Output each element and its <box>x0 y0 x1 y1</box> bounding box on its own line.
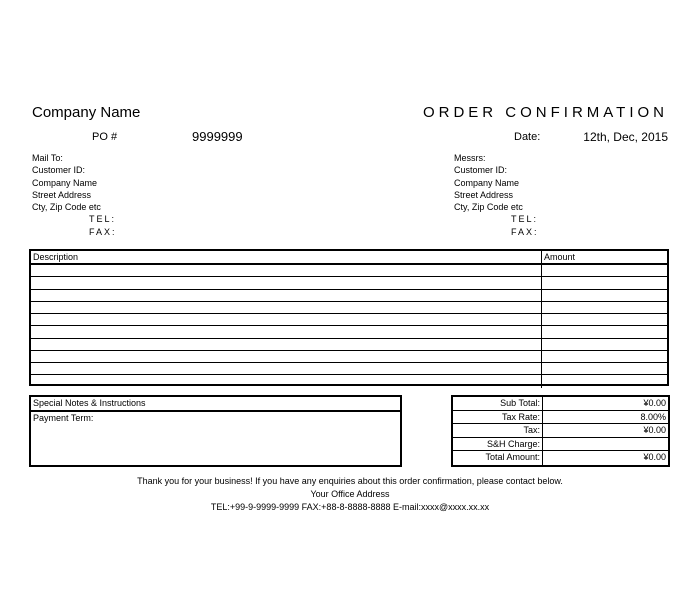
messrs-label: Messrs: <box>454 153 486 163</box>
items-table-header <box>31 251 667 265</box>
item-amount-cell <box>542 339 667 350</box>
total-label: Tax: <box>453 424 543 437</box>
item-row <box>31 351 667 363</box>
document-title: ORDER CONFIRMATION <box>422 104 668 121</box>
item-row <box>31 277 667 289</box>
item-row <box>31 363 667 375</box>
messrs-block <box>454 152 539 238</box>
sub-total-row <box>453 397 668 411</box>
company-name-line: Company Name <box>32 177 98 188</box>
item-amount-cell <box>542 314 667 325</box>
item-amount-cell <box>542 375 667 387</box>
total-label: Tax Rate: <box>453 411 543 424</box>
company-name: Company Name <box>32 104 141 121</box>
city-zip-line: Cty, Zip Code etc <box>32 202 101 213</box>
street-address-line: Street Address <box>454 189 514 200</box>
totals-table <box>451 395 670 467</box>
item-description-cell <box>31 339 542 350</box>
payment-term-label: Payment Term: <box>33 413 94 423</box>
tel-label: TEL: <box>89 214 117 225</box>
item-description-cell <box>31 265 542 276</box>
sh-charge-row <box>453 438 668 452</box>
footer-thanks: Thank you for your business! If you have any enquiries about this order confirmation, please contact below. <box>137 476 563 486</box>
total-amount-row <box>453 451 668 465</box>
mail-to-label: Mail To: <box>32 153 63 163</box>
item-description-cell <box>31 277 542 288</box>
total-label: Sub Total: <box>453 397 543 410</box>
total-value: ¥0.00 <box>643 452 666 463</box>
total-label: S&H Charge: <box>453 438 543 451</box>
footer-contact: TEL:+99-9-9999-9999 FAX:+88-8-8888-8888 E-mail:xxxx@xxxx.xx.xx <box>210 502 490 512</box>
item-description-cell <box>31 375 542 387</box>
item-amount-cell <box>542 363 667 374</box>
item-row <box>31 339 667 351</box>
description-column-header: Description <box>31 251 542 263</box>
item-description-cell <box>31 290 542 301</box>
items-table <box>29 249 669 386</box>
total-label: Total Amount: <box>453 451 543 465</box>
item-row <box>31 290 667 302</box>
item-row <box>31 375 667 387</box>
street-address-line: Street Address <box>32 189 92 200</box>
item-description-cell <box>31 302 542 313</box>
item-description-cell <box>31 363 542 374</box>
item-amount-cell <box>542 265 667 276</box>
tax-rate-row <box>453 411 668 425</box>
company-name-line: Company Name <box>454 177 520 188</box>
po-number: 9999999 <box>192 129 243 144</box>
footer-address: Your Office Address <box>310 489 390 499</box>
item-description-cell <box>31 351 542 362</box>
tax-row <box>453 424 668 438</box>
total-value: 8.00% <box>640 411 666 422</box>
date-label: Date: <box>514 131 541 143</box>
item-amount-cell <box>542 326 667 337</box>
item-row <box>31 326 667 338</box>
total-value <box>543 438 668 451</box>
items-table-body <box>31 265 667 388</box>
special-notes-header: Special Notes & Instructions <box>31 397 400 412</box>
customer-id-label: Customer ID: <box>454 165 508 176</box>
item-description-cell <box>31 326 542 337</box>
item-amount-cell <box>542 277 667 288</box>
special-notes-box <box>29 395 402 467</box>
mail-to-block <box>32 152 117 238</box>
item-description-cell <box>31 314 542 325</box>
tel-label: TEL: <box>511 214 539 225</box>
item-amount-cell <box>542 290 667 301</box>
date-value: 12th, Dec, 2015 <box>583 130 668 144</box>
fax-label: FAX: <box>511 226 539 237</box>
item-row <box>31 265 667 277</box>
total-value: ¥0.00 <box>643 398 666 408</box>
item-amount-cell <box>542 351 667 362</box>
customer-id-label: Customer ID: <box>32 165 86 176</box>
item-amount-cell <box>542 302 667 313</box>
city-zip-line: Cty, Zip Code etc <box>454 202 523 213</box>
amount-column-header: Amount <box>544 252 576 262</box>
item-row <box>31 314 667 326</box>
total-value: ¥0.00 <box>643 425 666 436</box>
fax-label: FAX: <box>89 226 117 237</box>
item-row <box>31 302 667 314</box>
po-label: PO # <box>92 131 118 143</box>
